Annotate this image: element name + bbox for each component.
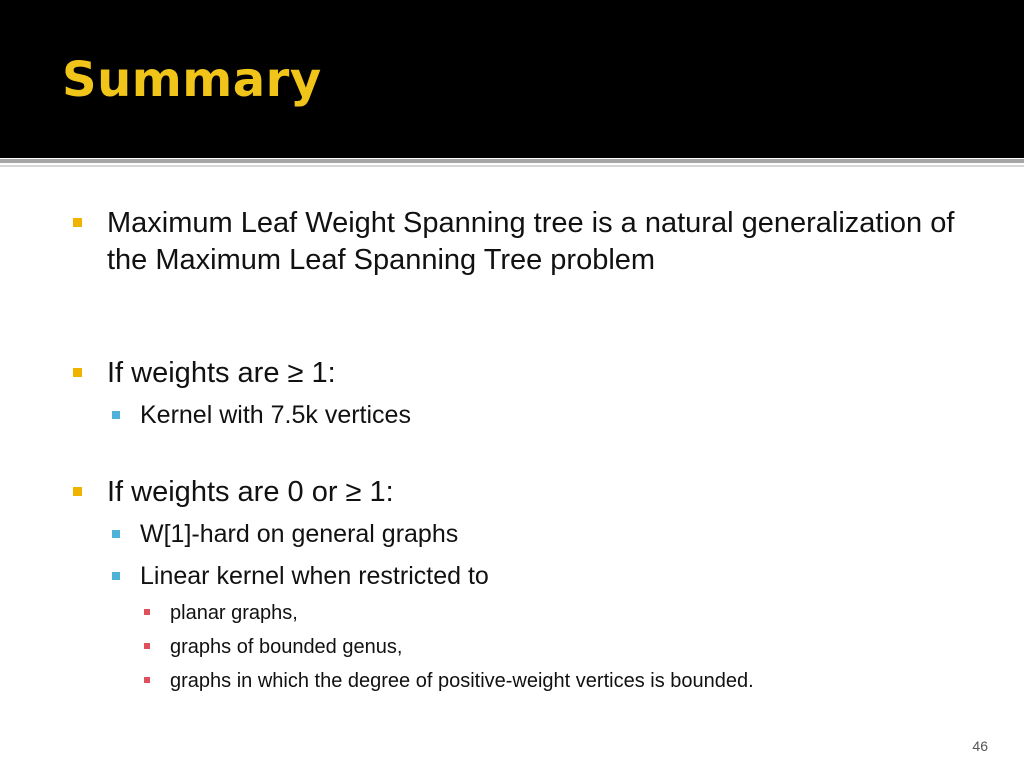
page-number: 46 — [972, 738, 988, 754]
sub-bullet-item: Kernel with 7.5k vertices — [140, 401, 411, 429]
bullet-marker-level2 — [112, 411, 120, 419]
sub-sub-bullet-item: planar graphs, — [170, 602, 298, 624]
bullet-marker-level3 — [144, 677, 150, 683]
bullet-item: If weights are ≥ 1: — [107, 357, 336, 389]
sub-bullet-item: Linear kernel when restricted to — [140, 562, 489, 590]
sub-bullet-item: W[1]-hard on general graphs — [140, 520, 459, 548]
bullet-item: Maximum Leaf Weight Spanning tree is a natural generalization of the Maximum Leaf Spanning Tree problem — [107, 207, 955, 276]
sub-sub-bullet-item: graphs in which the degree of positive-weight vertices is bounded. — [170, 670, 754, 692]
bullet-marker-level3 — [144, 643, 150, 649]
slide-title: Summary — [62, 52, 322, 108]
bullet-marker-level3 — [144, 609, 150, 615]
bullet-marker-level2 — [112, 572, 120, 580]
bullet-marker-level2 — [112, 530, 120, 538]
sub-sub-bullet-item: graphs of bounded genus, — [170, 636, 403, 658]
bullet-marker-level1 — [73, 487, 82, 496]
bullet-item: If weights are 0 or ≥ 1: — [107, 476, 394, 508]
bullet-marker-level1 — [73, 218, 82, 227]
bullet-marker-level1 — [73, 368, 82, 377]
